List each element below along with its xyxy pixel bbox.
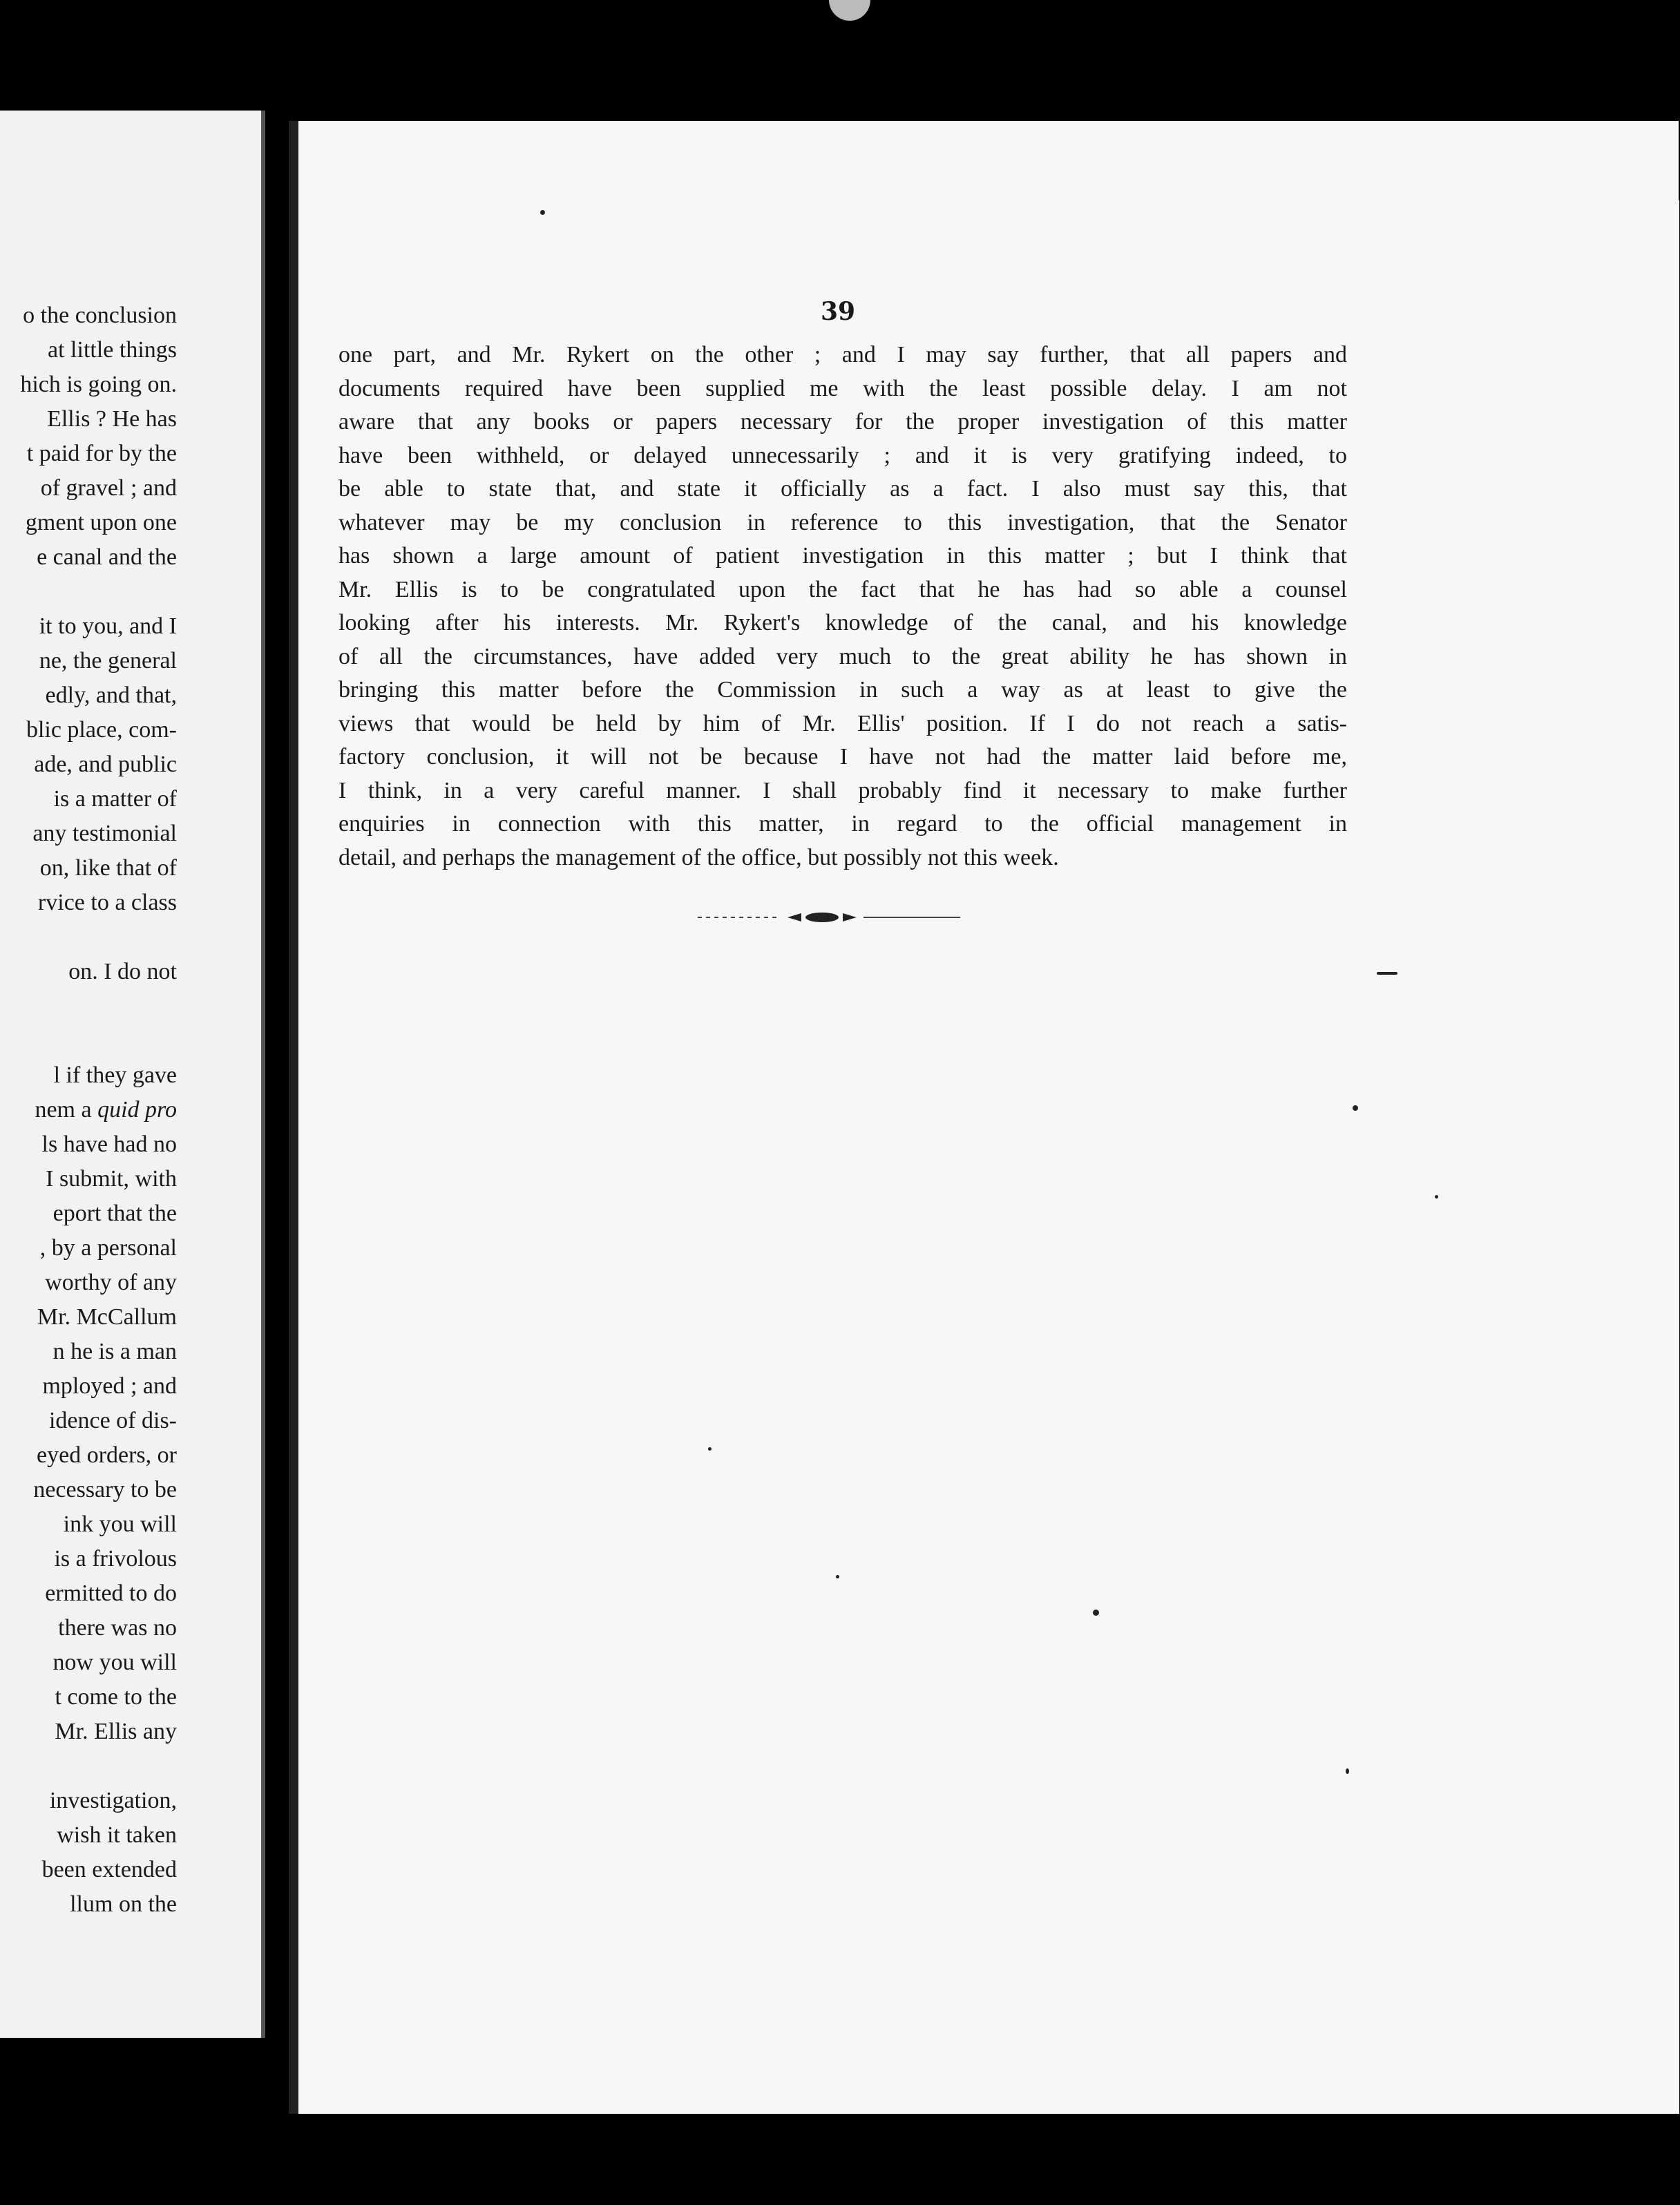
left-page-line: ink you will [63, 1511, 177, 1537]
left-page-line: at little things [48, 337, 177, 363]
left-page-line: worthy of any [45, 1270, 177, 1295]
left-page-line: o the conclusion [23, 303, 177, 328]
left-page-line: on, like that of [39, 855, 177, 881]
left-page-line: ade, and public [34, 752, 177, 777]
left-page-line: n he is a man [52, 1339, 177, 1364]
ornament-divider [698, 910, 960, 924]
body-text-line: whatever may be my conclusion in reference to this investigation, that the Senator [338, 509, 1347, 535]
speck [1435, 1195, 1438, 1199]
left-page-line: is a frivolous [54, 1546, 177, 1572]
speck [1353, 1105, 1358, 1111]
body-text-line: views that would be held by him of Mr. Ellis' position. If I do not reach a satis- [338, 710, 1347, 736]
body-text [338, 338, 1347, 875]
left-page-line: gment upon one [25, 510, 177, 535]
left-page-line [0, 575, 177, 609]
left-page-line: Mr. McCallum [37, 1304, 177, 1330]
scan-artifact [829, 0, 870, 21]
body-text-line: of all the circumstances, have added very much to the great ability he has shown in [338, 643, 1347, 669]
left-page-line: hich is going on. [20, 372, 177, 397]
body-text-line: be able to state that, and state it officially as a fact. I also must say this, that [338, 476, 1347, 502]
body-text-line: factory conclusion, it will not be because I have not had the matter laid before me, [338, 744, 1347, 770]
left-page-line: mployed ; and [42, 1373, 177, 1399]
left-page-line: wish it taken [57, 1822, 177, 1848]
left-page-line: on. I do not [68, 959, 177, 984]
speck [540, 210, 545, 215]
body-text-line: aware that any books or papers necessary for the proper investigation of this matter [338, 409, 1347, 435]
left-page-line: idence of dis- [48, 1408, 177, 1433]
left-page-line: rvice to a class [37, 890, 177, 915]
speck [708, 1447, 712, 1451]
left-page-line: llum on the [70, 1891, 177, 1917]
body-text-line: bringing this matter before the Commission in such a way as at least to give the [338, 677, 1347, 703]
left-page-line: I submit, with [46, 1166, 177, 1192]
left-page-line: any testimonial [32, 821, 177, 846]
left-page-line [0, 1024, 177, 1058]
body-text-line: have been withheld, or delayed unnecessarily ; and it is very gratifying indeed, to [338, 442, 1347, 468]
left-page-line: Ellis ? He has [47, 406, 177, 432]
left-page-line: is a matter of [53, 786, 177, 812]
body-text-line: one part, and Mr. Rykert on the other ; and I may say further, that all papers and [338, 342, 1347, 368]
page-number: 39 [821, 297, 856, 326]
left-page-line: it to you, and I [39, 613, 177, 639]
body-text-line: looking after his interests. Mr. Rykert's knowledge of the canal, and his knowledge [338, 610, 1347, 636]
left-page-line: t paid for by the [26, 441, 177, 466]
left-page-line: edly, and that, [45, 682, 177, 708]
left-page-line [0, 1749, 177, 1784]
left-page-line: eyed orders, or [37, 1442, 177, 1468]
left-page [0, 111, 265, 2038]
left-page-text [0, 298, 177, 1922]
left-page-line: eport that the [52, 1201, 177, 1226]
speck [1377, 972, 1397, 975]
left-page-line: been extended [41, 1857, 177, 1882]
left-page-line: ls have had no [41, 1132, 177, 1157]
left-page-line [0, 989, 177, 1024]
left-page-line: Mr. Ellis any [55, 1719, 177, 1744]
body-text-line: I think, in a very careful manner. I shall probably find it necessary to make further [338, 777, 1347, 803]
left-page-line [0, 920, 177, 955]
speck [1093, 1610, 1099, 1616]
left-page-line: of gravel ; and [40, 475, 177, 501]
left-page-line: necessary to be [33, 1477, 177, 1502]
left-page-line: investigation, [49, 1788, 177, 1813]
speck [1346, 1768, 1349, 1774]
speck [836, 1575, 839, 1578]
body-text-line: documents required have been supplied me with the least possible delay. I am not [338, 375, 1347, 401]
left-page-line: blic place, com- [26, 717, 177, 743]
left-page-line: there was no [58, 1615, 177, 1641]
body-text-line: enquiries in connection with this matter, in regard to the official management in [338, 811, 1347, 837]
left-page-line: , by a personal [39, 1235, 177, 1261]
body-text-line: has shown a large amount of patient investigation in this matter ; but I think that [338, 543, 1347, 569]
left-page-line: nem a quid pro [35, 1097, 177, 1123]
left-page-line: ne, the general [39, 648, 177, 674]
left-page-line: ermitted to do [45, 1581, 177, 1606]
left-page-line: t come to the [55, 1684, 177, 1710]
left-page-line: now you will [52, 1650, 177, 1675]
left-page-line: e canal and the [37, 544, 177, 570]
left-page-line: l if they gave [53, 1062, 177, 1088]
body-text-line: detail, and perhaps the management of the office, but possibly not this week. [338, 844, 1059, 870]
body-text-line: Mr. Ellis is to be congratulated upon the fact that he has had so able a counsel [338, 576, 1347, 602]
